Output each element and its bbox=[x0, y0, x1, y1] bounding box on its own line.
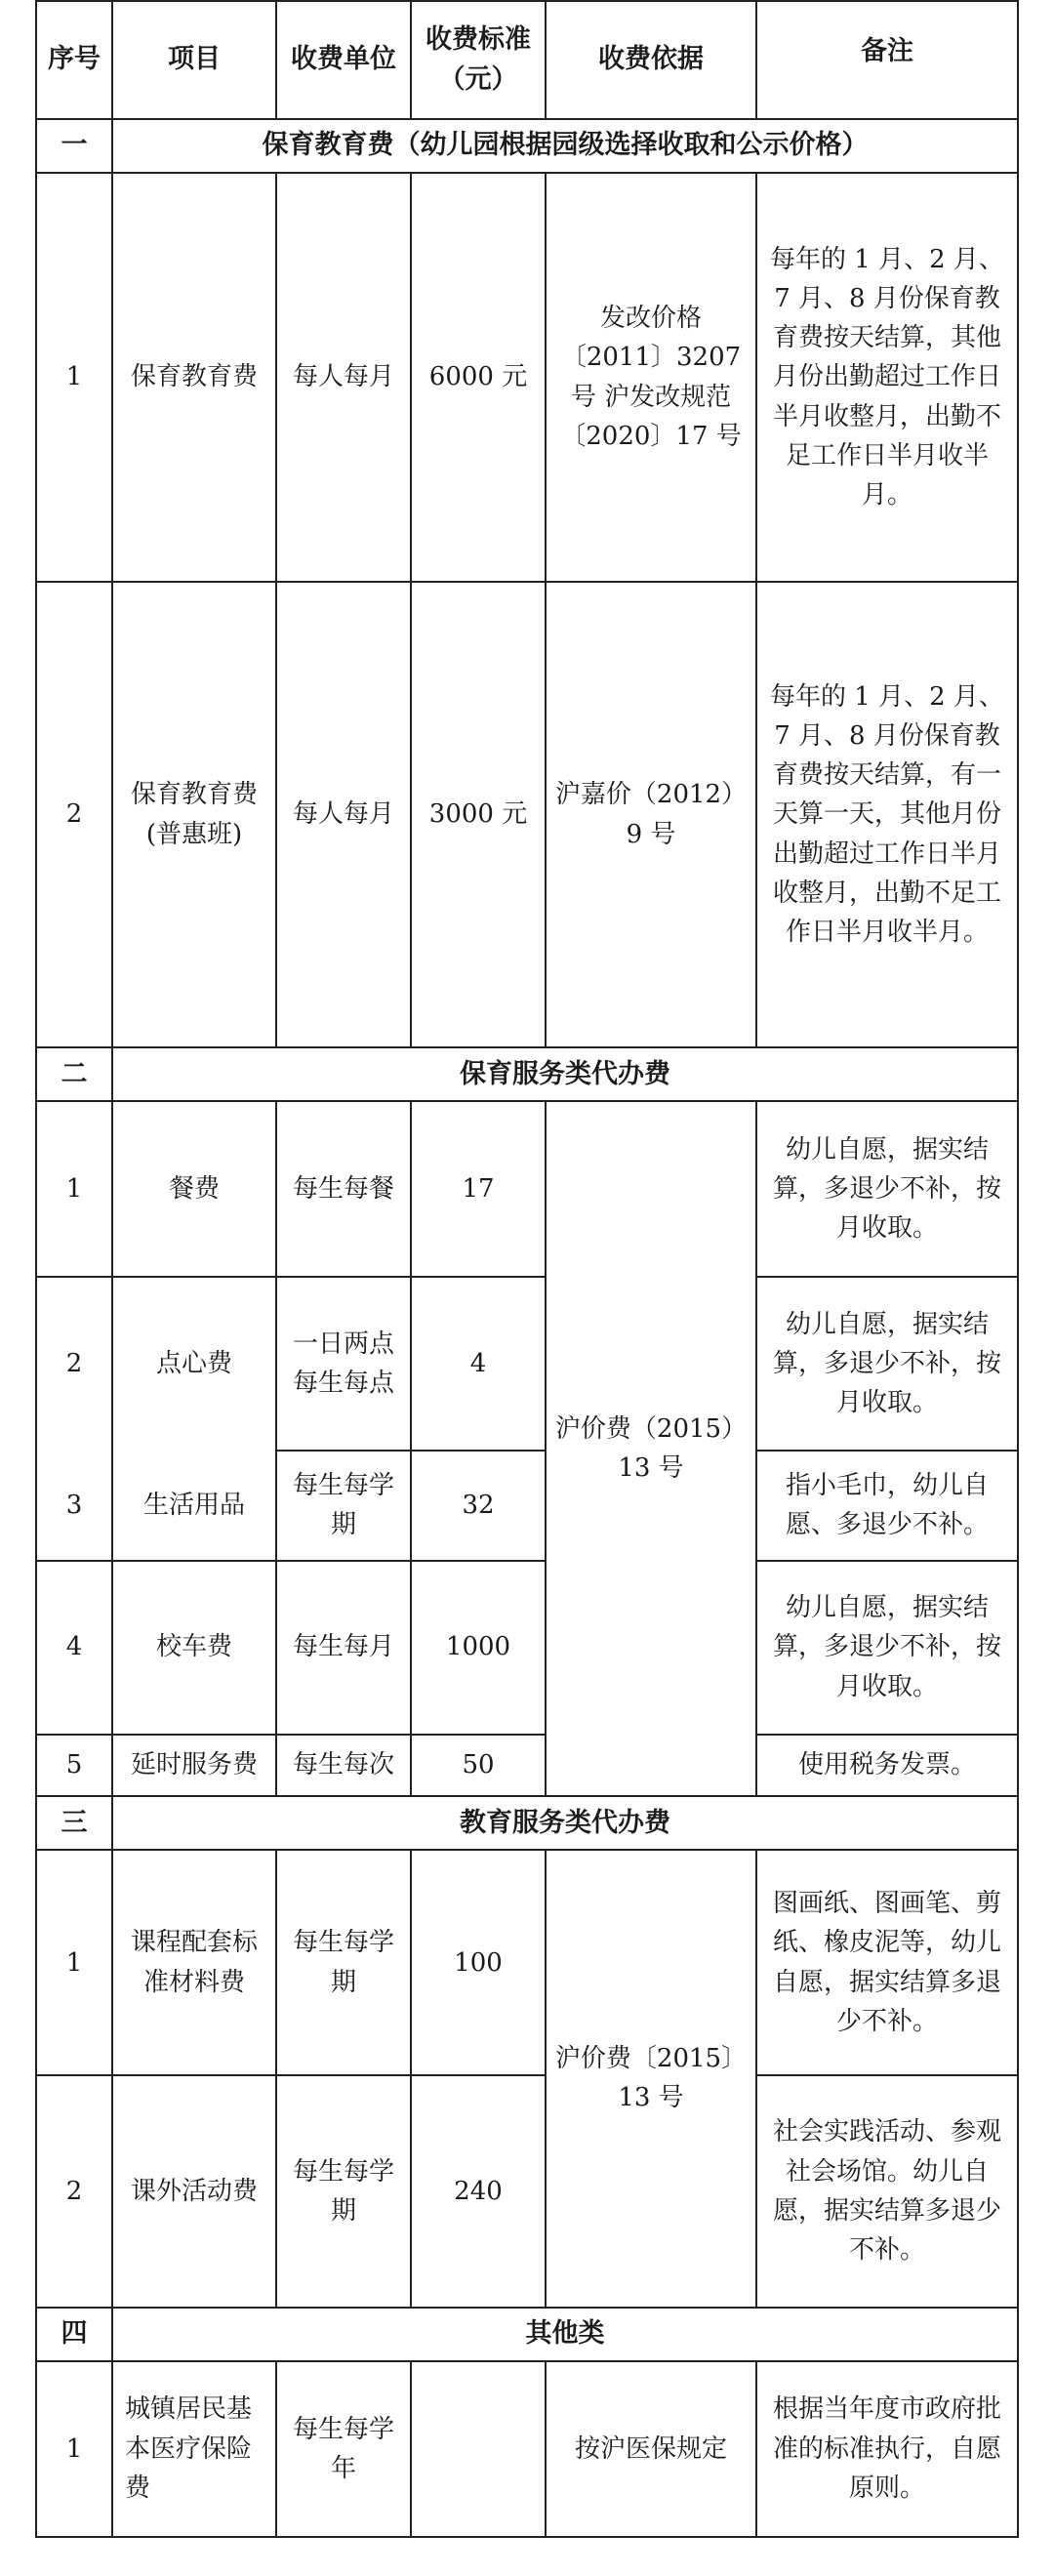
row-standard: 1000 bbox=[411, 1561, 546, 1735]
section-title: 教育服务类代办费 bbox=[112, 1796, 1018, 1850]
section-number: 一 bbox=[36, 119, 112, 173]
row-item: 延时服务费 bbox=[112, 1735, 276, 1796]
table-row bbox=[36, 2075, 1018, 2307]
row-basis: 发改价格〔2011〕3207 号 沪发改规范〔2020〕17 号 bbox=[546, 173, 756, 582]
row-note: 根据当年度市政府批准的标准执行，自愿原则。 bbox=[756, 2361, 1018, 2537]
row-item: 课程配套标准材料费 bbox=[112, 1850, 276, 2075]
row-unit: 每人每月 bbox=[276, 582, 411, 1047]
row-note: 幼儿自愿，据实结算，多退少不补，按月收取。 bbox=[756, 1101, 1018, 1277]
row-item: 生活用品 bbox=[112, 1451, 276, 1561]
row-seq: 4 bbox=[36, 1561, 112, 1735]
table-row bbox=[36, 173, 1018, 582]
section-number: 二 bbox=[36, 1047, 112, 1101]
row-note: 每年的 1 月、2 月、7 月、8 月份保育教育费按天结算，其他月份出勤超过工作日半月收整月，出勤不足工作日半月收半月。 bbox=[756, 173, 1018, 582]
col-standard-header: 收费标准（元） bbox=[411, 1, 546, 119]
section-header bbox=[36, 1047, 1018, 1101]
row-seq: 1 bbox=[36, 1101, 112, 1277]
row-seq: 1 bbox=[36, 1850, 112, 2075]
table-row bbox=[36, 1451, 1018, 1561]
row-unit: 每生每学期 bbox=[276, 1850, 411, 2075]
row-item: 餐费 bbox=[112, 1101, 276, 1277]
col-note-header: 备注 bbox=[756, 1, 1018, 119]
row-item: 保育教育费 bbox=[112, 173, 276, 582]
row-unit: 每生每学期 bbox=[276, 1451, 411, 1561]
row-item: 城镇居民基本医疗保险费 bbox=[112, 2361, 276, 2537]
section-title: 其他类 bbox=[112, 2308, 1018, 2361]
row-standard: 32 bbox=[411, 1451, 546, 1561]
col-seq-header: 序号 bbox=[36, 1, 112, 119]
row-seq: 2 bbox=[36, 582, 112, 1047]
row-seq: 2 bbox=[36, 1277, 112, 1451]
section-number: 四 bbox=[36, 2308, 112, 2361]
row-item: 校车费 bbox=[112, 1561, 276, 1735]
row-standard bbox=[411, 2361, 546, 2537]
row-standard: 100 bbox=[411, 1850, 546, 2075]
row-note: 社会实践活动、参观社会场馆。幼儿自愿，据实结算多退少不补。 bbox=[756, 2075, 1018, 2307]
section-basis: 沪价费（2015）13 号 bbox=[546, 1101, 756, 1796]
row-unit: 一日两点每生每点 bbox=[276, 1277, 411, 1451]
row-item: 点心费 bbox=[112, 1277, 276, 1451]
row-note: 每年的 1 月、2 月、7 月、8 月份保育教育费按天结算，有一天算一天，其他月份出勤超过工作日半月收整月，出勤不足工作日半月收半月。 bbox=[756, 582, 1018, 1047]
row-standard: 6000 元 bbox=[411, 173, 546, 582]
table-row bbox=[36, 1277, 1018, 1451]
row-unit: 每生每月 bbox=[276, 1561, 411, 1735]
table-row bbox=[36, 1735, 1018, 1796]
row-basis: 沪嘉价（2012）9 号 bbox=[546, 582, 756, 1047]
table-row bbox=[36, 582, 1018, 1047]
section-basis: 沪价费〔2015〕13 号 bbox=[546, 1850, 756, 2307]
section-title: 保育教育费（幼儿园根据园级选择收取和公示价格） bbox=[112, 119, 1018, 173]
row-standard: 17 bbox=[411, 1101, 546, 1277]
row-note: 图画纸、图画笔、剪纸、橡皮泥等，幼儿自愿，据实结算多退少不补。 bbox=[756, 1850, 1018, 2075]
row-standard: 3000 元 bbox=[411, 582, 546, 1047]
table-header bbox=[36, 1, 1018, 119]
table-row bbox=[36, 1561, 1018, 1735]
table-row bbox=[36, 2361, 1018, 2537]
col-unit-header: 收费单位 bbox=[276, 1, 411, 119]
row-seq: 2 bbox=[36, 2075, 112, 2307]
row-unit: 每人每月 bbox=[276, 173, 411, 582]
row-standard: 4 bbox=[411, 1277, 546, 1451]
row-seq: 3 bbox=[36, 1451, 112, 1561]
row-item: 课外活动费 bbox=[112, 2075, 276, 2307]
row-note: 幼儿自愿，据实结算，多退少不补，按月收取。 bbox=[756, 1277, 1018, 1451]
row-unit: 每生每学期 bbox=[276, 2075, 411, 2307]
row-seq: 1 bbox=[36, 173, 112, 582]
row-basis: 按沪医保规定 bbox=[546, 2361, 756, 2537]
section-number: 三 bbox=[36, 1796, 112, 1850]
section-header bbox=[36, 119, 1018, 173]
row-note: 使用税务发票。 bbox=[756, 1735, 1018, 1796]
section-header bbox=[36, 2308, 1018, 2361]
row-item: 保育教育费(普惠班) bbox=[112, 582, 276, 1047]
section-title: 保育服务类代办费 bbox=[112, 1047, 1018, 1101]
table-row bbox=[36, 1850, 1018, 2075]
table-row bbox=[36, 1101, 1018, 1277]
col-basis-header: 收费依据 bbox=[546, 1, 756, 119]
row-standard: 240 bbox=[411, 2075, 546, 2307]
col-item-header: 项目 bbox=[112, 1, 276, 119]
row-note: 幼儿自愿，据实结算，多退少不补，按月收取。 bbox=[756, 1561, 1018, 1735]
row-seq: 5 bbox=[36, 1735, 112, 1796]
row-seq: 1 bbox=[36, 2361, 112, 2537]
fee-schedule bbox=[35, 0, 1017, 2576]
row-unit: 每生每餐 bbox=[276, 1101, 411, 1277]
section-header bbox=[36, 1796, 1018, 1850]
row-unit: 每生每次 bbox=[276, 1735, 411, 1796]
fee-table bbox=[35, 0, 1019, 2538]
row-standard: 50 bbox=[411, 1735, 546, 1796]
row-unit: 每生每学年 bbox=[276, 2361, 411, 2537]
row-note: 指小毛巾，幼儿自愿、多退少不补。 bbox=[756, 1451, 1018, 1561]
